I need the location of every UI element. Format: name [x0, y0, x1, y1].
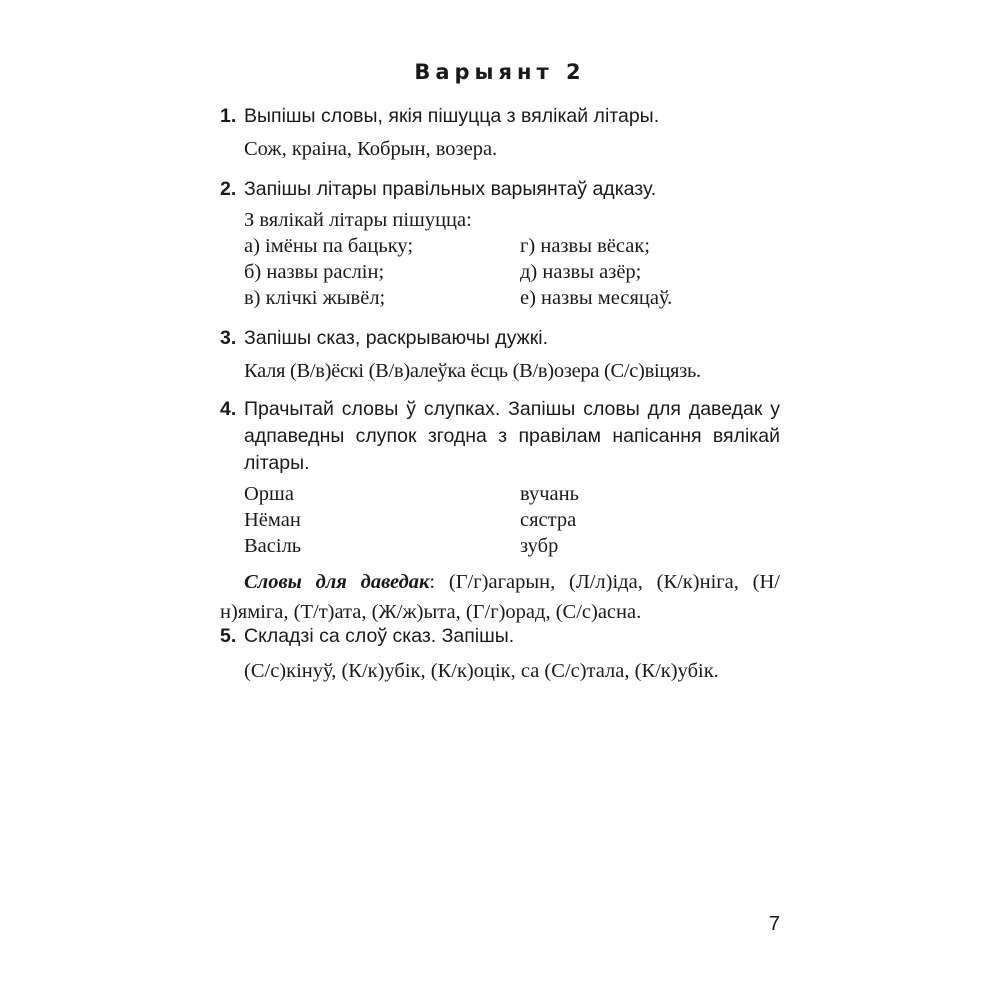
task-number: 1. — [220, 105, 237, 127]
option-a: а) імёны па бацьку; — [244, 235, 414, 257]
answer-options — [244, 233, 780, 311]
task-1 — [220, 103, 780, 162]
question-text: Запішы літары правільных варыянтаў адказу. — [244, 178, 657, 200]
task-3-sentence: Каля (В/в)ёскі (В/в)алеўка ёсць (В/в)озера (С/с)віцязь. — [244, 360, 701, 382]
task-1-question — [220, 103, 780, 130]
option-e: е) назвы месяцаў. — [520, 287, 673, 309]
task-number: 4. — [220, 398, 237, 420]
option-d: д) назвы азёр; — [520, 261, 642, 283]
reference-list: : (Г/г)агарын, (Л/л)іда, (К/к)ніга, (Н/н)яміга, (Т/т)ата, (Ж/ж)ыта, (Г/г)орад, (С/с)асна. — [220, 571, 781, 623]
column-word: вучань — [520, 483, 579, 505]
page-title: Варыянт 2 — [414, 60, 586, 84]
reference-words — [220, 567, 780, 627]
column-word: зубр — [520, 535, 559, 557]
task-2-question — [220, 176, 780, 203]
option-v: в) клічкі жывёл; — [244, 287, 386, 309]
question-text: Запішы сказ, раскрываючы дужкі. — [244, 327, 548, 349]
column-word: Васіль — [244, 535, 302, 557]
option-g: г) назвы вёсак; — [520, 235, 650, 257]
question-text: Складзі са слоў сказ. Запішы. — [244, 625, 515, 647]
task-3 — [220, 325, 780, 384]
column-word: сястра — [520, 509, 577, 531]
task-2-intro: З вялікай літары пішуцца: — [244, 209, 472, 231]
task-number: 3. — [220, 327, 237, 349]
task-5-words: (С/с)кінуў, (К/к)убік, (К/к)оцік, са (С/с)тала, (К/к)убік. — [244, 660, 719, 682]
page-number: 7 — [768, 913, 780, 935]
task-2-body — [220, 207, 780, 311]
reference-label: Словы для даведак — [244, 571, 430, 593]
option-b: б) назвы раслін; — [244, 261, 385, 283]
question-text: Выпішы словы, якія пішуцца з вялікай літары. — [244, 105, 660, 127]
question-text: Прачытай словы ў слупках. Запішы словы для даведак у адпаведны слупок згодна з правілам напісання вялікай літары. — [244, 398, 780, 474]
task-4-question — [220, 396, 780, 477]
task-1-words: Сож, краіна, Кобрын, возера. — [244, 138, 498, 160]
task-number: 5. — [220, 625, 237, 647]
task-3-question — [220, 325, 780, 352]
task-2 — [220, 176, 780, 311]
column-word: Нёман — [244, 509, 301, 531]
task-4 — [220, 396, 780, 627]
task-5 — [220, 623, 780, 686]
column-word: Орша — [244, 483, 294, 505]
task-5-question — [220, 623, 780, 650]
word-columns — [244, 481, 780, 559]
task-number: 2. — [220, 178, 237, 200]
task-4-columns — [220, 481, 780, 559]
